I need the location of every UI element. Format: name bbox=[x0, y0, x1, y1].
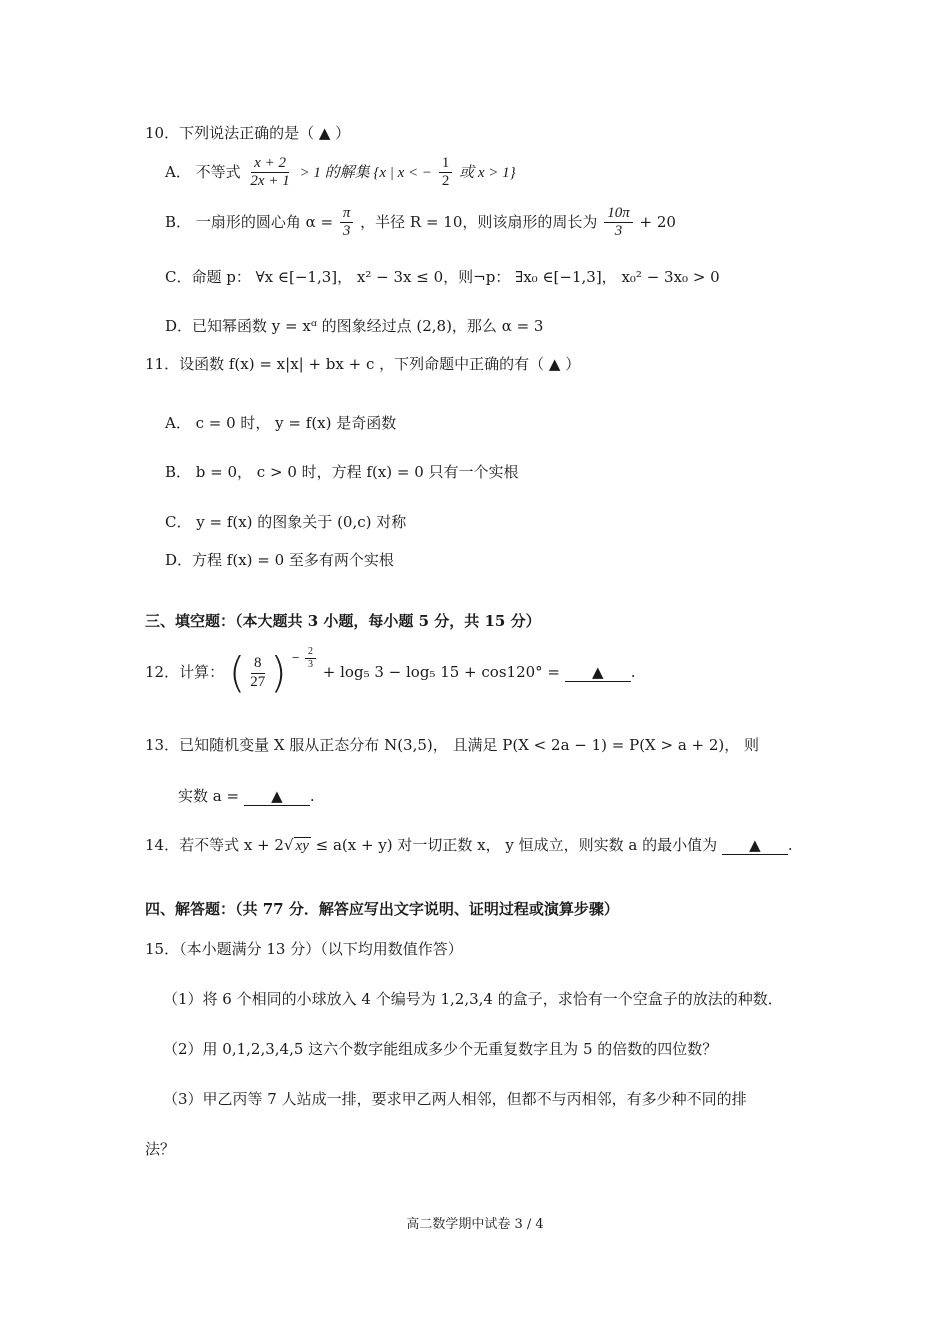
option-text: + 20 bbox=[639, 212, 676, 231]
fraction bbox=[247, 655, 268, 691]
option-text: > 1 的解集 {x | x < − bbox=[299, 164, 433, 181]
option-text: 不等式 bbox=[195, 162, 241, 181]
q10-stem: 10．下列说法正确的是（ ▲ ） bbox=[145, 124, 351, 142]
left-paren: ( bbox=[228, 648, 246, 697]
q13-line1: 13．已知随机变量 X 服从正态分布 N(3,5)， 且满足 P(X < 2a − 1) = P(X > a + 2)， 则 bbox=[145, 736, 760, 754]
q10-option-c: C．命题 p： ∀x ∈[−1,3]， x² − 3x ≤ 0，则¬p： ∃x₀ ∈[−1,3]， x₀² − 3x₀ > 0 bbox=[165, 268, 720, 286]
q13-line2 bbox=[178, 787, 315, 806]
section-3-heading: 三、填空题：（本大题共 3 小题，每小题 5 分，共 15 分） bbox=[145, 612, 541, 630]
numerator: 10π bbox=[604, 205, 633, 223]
q15-part-3-continued: 法？ bbox=[145, 1140, 176, 1158]
exponent bbox=[291, 646, 318, 670]
denominator: 2 bbox=[441, 173, 450, 190]
punctuation: . bbox=[787, 836, 793, 854]
exponent-sign: − bbox=[291, 652, 300, 664]
fraction bbox=[439, 155, 453, 191]
fraction bbox=[247, 155, 292, 191]
q10-option-b bbox=[165, 205, 676, 241]
section-4-heading: 四、解答题：（共 77 分．解答应写出文字说明、证明过程或演算步骤） bbox=[145, 900, 619, 918]
sqrt-sign: √ bbox=[283, 836, 294, 854]
q15-part-3: （3）甲乙丙等 7 人站成一排，要求甲乙两人相邻，但都不与丙相邻，有多少种不同的排 bbox=[163, 1090, 747, 1108]
question-text: 14．若不等式 x + 2 bbox=[145, 836, 284, 854]
denominator: 27 bbox=[250, 673, 266, 690]
q10-option-a bbox=[165, 155, 516, 191]
q15-part-2: （2）用 0,1,2,3,4,5 这六个数字能组成多少个无重复数字且为 5 的倍数的四位数？ bbox=[163, 1040, 718, 1058]
numerator: x + 2 bbox=[251, 155, 289, 173]
numerator: 1 bbox=[439, 155, 453, 173]
denominator: 3 bbox=[308, 658, 314, 670]
answer-blank: ▲ bbox=[722, 837, 788, 855]
punctuation: . bbox=[309, 787, 315, 805]
question-text: + log₅ 3 − log₅ 15 + cos120° = bbox=[322, 663, 560, 681]
numerator: 2 bbox=[305, 646, 316, 659]
fraction bbox=[604, 205, 633, 241]
fraction bbox=[340, 205, 354, 241]
q14 bbox=[145, 836, 793, 855]
q12 bbox=[145, 646, 636, 697]
denominator: 3 bbox=[342, 223, 351, 240]
q15-stem: 15．（本小题满分 13 分）（以下均用数值作答） bbox=[145, 940, 463, 958]
option-label: B． bbox=[165, 212, 192, 231]
q10-option-d: D．已知幂函数 y = xᵅ 的图象经过点 (2,8)，那么 α = 3 bbox=[165, 317, 544, 335]
q11-stem: 11．设函数 f(x) = x|x| + bx + c ，下列命题中正确的有（ ▲ ） bbox=[145, 355, 581, 373]
numerator: 8 bbox=[251, 655, 265, 673]
numerator: π bbox=[340, 205, 354, 223]
punctuation: . bbox=[630, 663, 636, 681]
option-text: 一扇形的圆心角 α = bbox=[195, 212, 334, 231]
question-text: 实数 a = bbox=[178, 787, 240, 805]
option-text: ，半径 R = 10，则该扇形的周长为 bbox=[360, 212, 598, 231]
q11-option-b: B． b = 0， c > 0 时，方程 f(x) = 0 只有一个实根 bbox=[165, 463, 519, 481]
denominator: 2x + 1 bbox=[250, 173, 290, 190]
answer-blank: ▲ bbox=[565, 664, 631, 682]
question-text: ≤ a(x + y) 对一切正数 x， y 恒成立，则实数 a 的最小值为 bbox=[310, 836, 718, 854]
q11-option-d: D．方程 f(x) = 0 至多有两个实根 bbox=[165, 551, 394, 569]
option-label: A． bbox=[165, 162, 191, 181]
q15-part-1: （1）将 6 个相同的小球放入 4 个编号为 1,2,3,4 的盒子，求恰有一个空盒子的放法的种数． bbox=[163, 990, 783, 1008]
question-text: 12．计算： bbox=[145, 663, 225, 681]
option-text: 或 x > 1} bbox=[459, 164, 516, 181]
denominator: 3 bbox=[614, 223, 623, 240]
q11-option-c: C． y = f(x) 的图象关于 (0,c) 对称 bbox=[165, 513, 407, 531]
right-paren: ) bbox=[270, 648, 287, 697]
q11-option-a: A． c = 0 时， y = f(x) 是奇函数 bbox=[165, 414, 397, 432]
sqrt-radicand: xy bbox=[295, 838, 309, 854]
exponent-fraction bbox=[305, 646, 316, 670]
page-footer: 高二数学期中试卷 3 / 4 bbox=[406, 1217, 544, 1232]
answer-blank: ▲ bbox=[244, 788, 310, 806]
